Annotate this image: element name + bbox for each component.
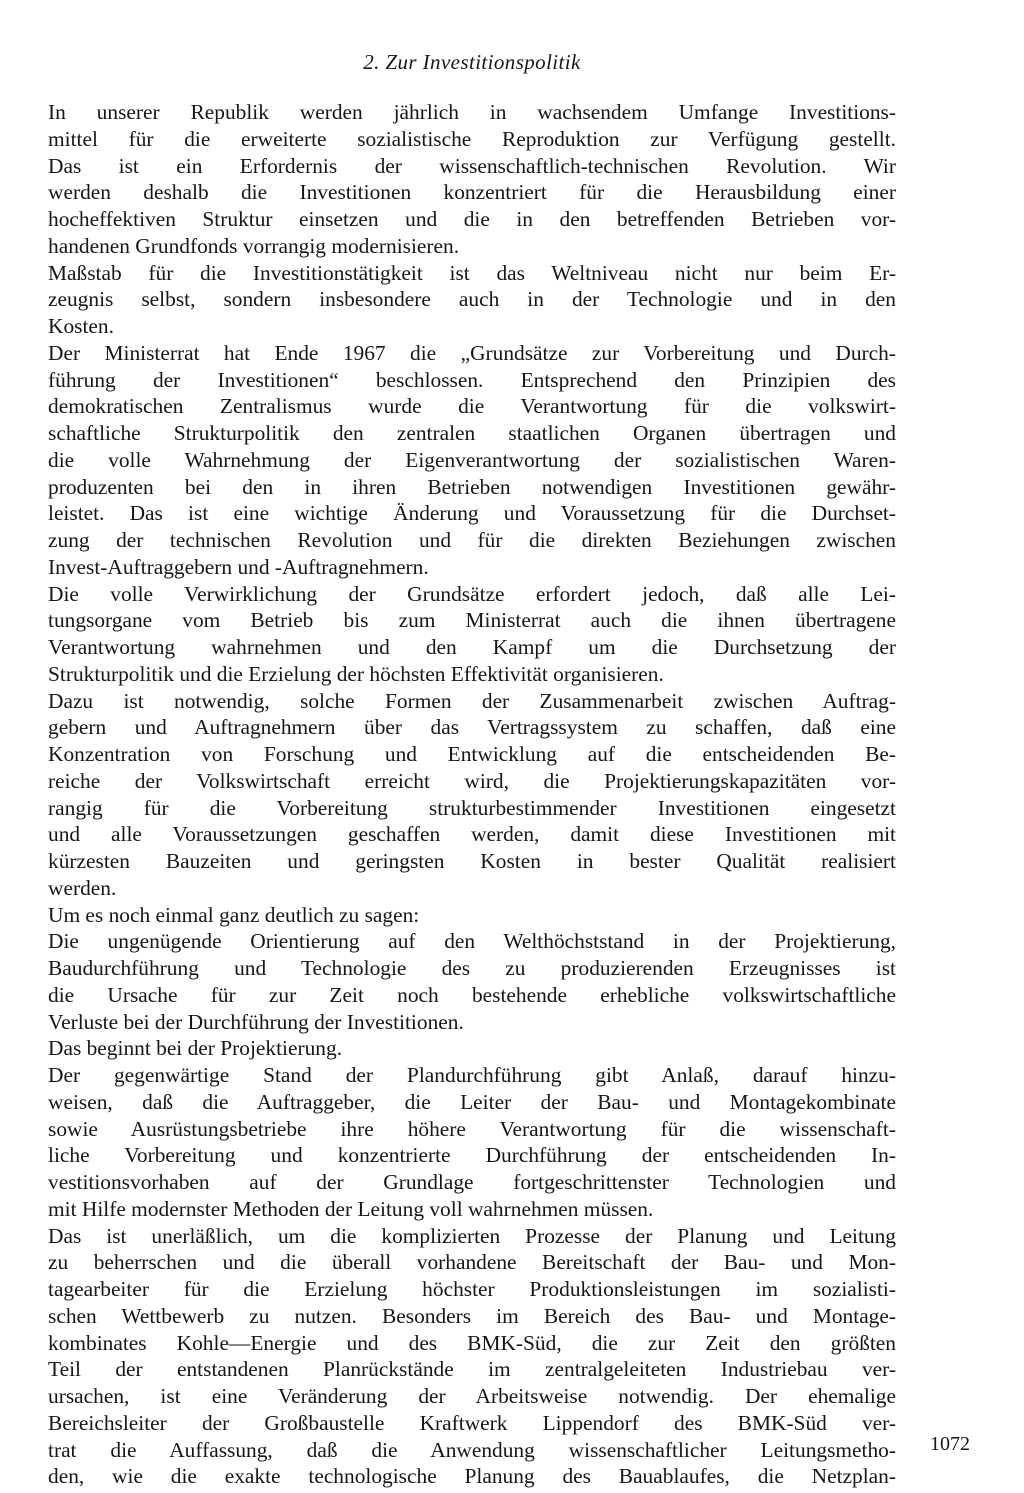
text-line: In unserer Republik werden jährlich in wachsendem Umfange Investitions- [48,100,896,124]
text-line: tungsorgane vom Betrieb bis zum Ministerrat auch die ihnen übertragene [48,608,896,633]
text-line: zu beherrschen und die überall vorhandene Bereitschaft der Bau- und Mon- [48,1250,896,1275]
text-line: schaftliche Strukturpolitik den zentralen staatlichen Organen übertragen und [48,421,896,445]
paragraph [48,902,896,929]
text-line: Konzentration von Forschung und Entwicklung auf die entscheidenden Be- [48,742,896,766]
text-line: Invest-Auftraggebern und -Auftragnehmern. [48,554,429,579]
text-line: Um es noch einmal ganz deutlich zu sagen: [48,902,420,927]
text-line: Dazu ist notwendig, solche Formen der Zusammenarbeit zwischen Auftrag- [48,688,896,713]
text-line: mit Hilfe modernster Methoden der Leitung voll wahrnehmen müssen. [48,1196,654,1221]
text-line: Bereichsleiter der Großbaustelle Kraftwerk Lippendorf des BMK-Süd ver- [48,1410,896,1435]
text-line: führung der Investitionen“ beschlossen. Entsprechend den Prinzipien des [48,367,896,392]
paragraph [48,99,896,260]
text-line: demokratischen Zentralismus wurde die Verantwortung für die volkswirt- [48,394,896,419]
text-line: Baudurchführung und Technologie des zu produzierenden Erzeugnisses ist [48,956,896,980]
paragraph [48,581,896,688]
text-line: und alle Voraussetzungen geschaffen werden, damit diese Investitionen mit [48,822,896,847]
text-line: schen Wettbewerb zu nutzen. Besonders im Bereich des Bau- und Montage- [48,1303,896,1328]
text-line: liche Vorbereitung und konzentrierte Durchführung der entscheidenden In- [48,1143,896,1168]
text-line: die Ursache für zur Zeit noch bestehende erhebliche volkswirtschaftliche [48,982,896,1007]
paragraph [48,1035,896,1062]
text-line: zeugnis selbst, sondern insbesondere auch in der Technologie und in den [48,287,896,312]
text-line: zung der technischen Revolution und für die direkten Beziehungen zwischen [48,528,896,552]
section-heading: 2. Zur Investitionspolitik [363,50,581,74]
text-line: Das ist unerläßlich, um die komplizierten Prozesse der Planung und Leitung [48,1223,896,1248]
text-line: hocheffektiven Struktur einsetzen und die in den betreffenden Betrieben vor- [48,207,896,231]
paragraph [48,1223,896,1491]
text-line: Teil der entstandenen Planrückstände im zentralgeleiteten Industriebau ver- [48,1357,896,1382]
text-line: Verantwortung wahrnehmen und den Kampf um die Durchsetzung der [48,635,896,659]
text-line: ursachen, ist eine Veränderung der Arbeitsweise notwendig. Der ehemalige [48,1384,896,1408]
text-line: Das beginnt bei der Projektierung. [48,1036,343,1061]
text-line: Das ist ein Erfordernis der wissenschaftlich-technischen Revolution. Wir [48,153,896,178]
text-line: tagearbeiter für die Erzielung höchster Produktionsleistungen im sozialisti- [48,1277,896,1301]
text-line: Der gegenwärtige Stand der Plandurchführung gibt Anlaß, darauf hinzu- [48,1063,896,1087]
text-line: Strukturpolitik und die Erzielung der höchsten Effektivität organisieren. [48,661,664,686]
text-line: werden deshalb die Investitionen konzentriert für die Herausbildung einer [48,180,896,205]
text-line: die volle Wahrnehmung der Eigenverantwortung der sozialistischen Waren- [48,447,896,472]
text-line: weisen, daß die Auftraggeber, die Leiter der Bau- und Montagekombinate [48,1089,896,1114]
text-line: rangig für die Vorbereitung strukturbestimmender Investitionen eingesetzt [48,795,896,820]
text-line: werden. [48,875,117,900]
text-line: Maßstab für die Investitionstätigkeit ist das Weltniveau nicht nur beim Er- [48,260,896,285]
text-line: produzenten bei den in ihren Betrieben notwendigen Investitionen gewähr- [48,474,896,499]
text-line: Verluste bei der Durchführung der Investitionen. [48,1009,464,1034]
paragraph [48,1062,896,1223]
text-line: handenen Grundfonds vorrangig modernisieren. [48,233,460,258]
text-line: gebern und Auftragnehmern über das Vertragssystem zu schaffen, daß eine [48,715,896,740]
text-line: Die volle Verwirklichung der Grundsätze erfordert jedoch, daß alle Lei- [48,581,896,606]
paragraph [48,688,896,902]
body-text [48,99,896,1490]
text-line: kombinates Kohle—Energie und des BMK-Süd, die zur Zeit den größten [48,1330,896,1355]
text-line: Kosten. [48,314,114,338]
paragraph [48,928,896,1035]
text-line: Die ungenügende Orientierung auf den Welthöchststand in der Projektierung, [48,929,896,954]
text-line: Der Ministerrat hat Ende 1967 die „Grundsätze zur Vorbereitung und Durch- [48,340,896,365]
text-line: kürzesten Bauzeiten und geringsten Kosten in bester Qualität realisiert [48,849,896,873]
page-number: 1072 [930,1433,970,1455]
text-line: sowie Ausrüstungsbetriebe ihre höhere Verantwortung für die wissenschaft- [48,1116,896,1141]
text-line: trat die Auffassung, daß die Anwendung wissenschaftlicher Leitungsmetho- [48,1437,896,1462]
text-line: leistet. Das ist eine wichtige Änderung und Voraussetzung für die Durchset- [48,501,896,526]
text-line: reiche der Volkswirtschaft erreicht wird, die Projektierungskapazitäten vor- [48,768,896,793]
text-line: mittel für die erweiterte sozialistische Reproduktion zur Verfügung gestellt. [48,126,896,151]
text-line: den, wie die exakte technologische Planung des Bauablaufes, die Netzplan- [48,1464,896,1489]
text-line: vestitionsvorhaben auf der Grundlage fortgeschrittenster Technologien und [48,1170,896,1194]
paragraph [48,260,896,340]
paragraph [48,340,896,581]
